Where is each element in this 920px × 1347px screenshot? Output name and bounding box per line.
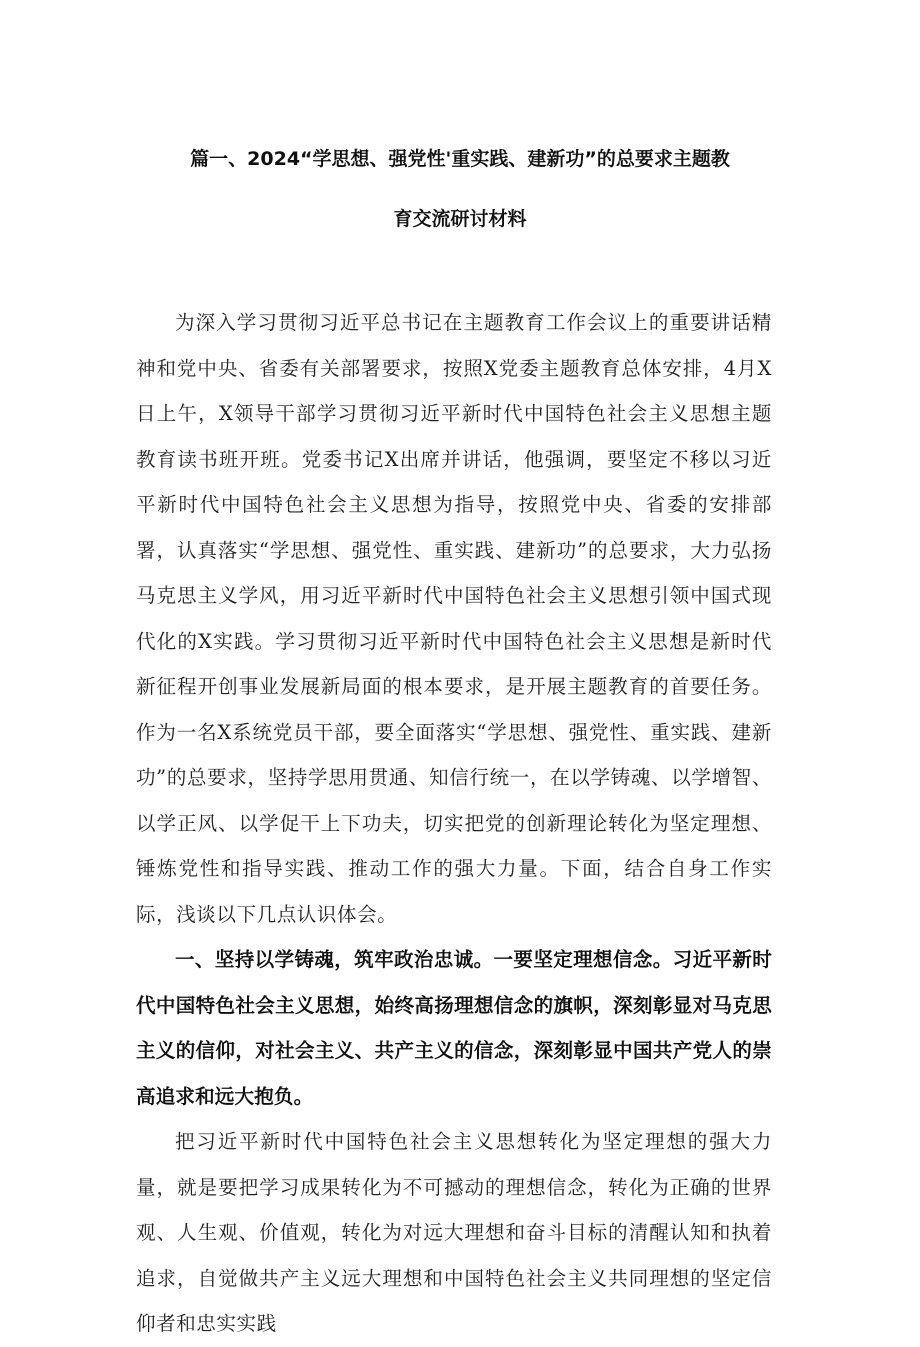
document-title-line-2: 育交流研讨材料	[393, 208, 527, 230]
paragraph-intro: 为深入学习贯彻习近平总书记在主题教育工作会议上的重要讲话精神和党中央、省委有关部署要求，按照X党委主题教育总体安排，4月X日上午，X领导干部学习贯彻习近平新时代中国特色社会主义思想主题教育读书班开班。党委书记X出席并讲话，他强调，要坚定不移以习近平新时代中国特色社会主义思想为指导，按照党中央、省委的安排部署，认真落实“学思想、强党性、重实践、建新功”的总要求，大力弘扬马克思主义学风，用习近平新时代中国特色社会主义思想引领中国式现代化的X实践。学习贯彻习近平新时代中国特色社会主义思想是新时代新征程开创事业发展新局面的根本要求，是开展主题教育的首要任务。作为一名X系统党员干部，要全面落实“学思想、强党性、重实践、建新功”的总要求，坚持学思用贯通、知信行统一，在以学铸魂、以学增智、以学正风、以学促干上下功夫，切实把党的创新理论转化为坚定理想、锤炼党性和指导实践、推动工作的强大力量。下面，结合自身工作实际，浅谈以下几点认识体会。	[136, 311, 772, 926]
document-title-line-1: 篇一、2024“学思想、强党性'重实践、建新功”的总要求主题教	[190, 148, 730, 170]
paragraph-section-heading: 一、坚持以学铸魂，筑牢政治忠诚。一要坚定理想信念。习近平新时代中国特色社会主义思想，始终高扬理想信念的旗帜，深刻彰显对马克思主义的信仰，对社会主义、共产主义的信念，深刻彰显中国共产党人的崇高追求和远大抱负。	[136, 948, 772, 1108]
document-body	[136, 300, 772, 1347]
paragraph-body: 把习近平新时代中国特色社会主义思想转化为坚定理想的强大力量，就是要把学习成果转化为不可撼动的理想信念，转化为正确的世界观、人生观、价值观，转化为对远大理想和奋斗目标的清醒认知和执着追求，自觉做共产主义远大理想和中国特色社会主义共同理想的坚定信仰者和忠实实践	[136, 1130, 772, 1335]
